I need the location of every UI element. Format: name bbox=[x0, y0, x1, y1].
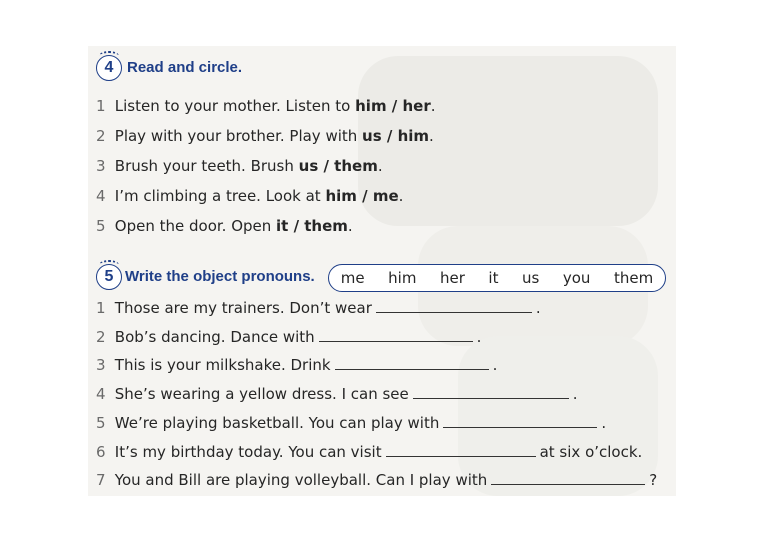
item-number: 1 bbox=[96, 299, 106, 317]
exercise-number-badge: 5 bbox=[96, 264, 122, 290]
word-bank-item: us bbox=[522, 269, 540, 287]
item-number: 5 bbox=[96, 414, 106, 432]
exercise-heading: Read and circle. bbox=[127, 59, 243, 76]
exercise-item bbox=[96, 414, 606, 432]
item-text: This is your milkshake. Drink bbox=[114, 356, 331, 374]
item-text: Brush your teeth. Brush bbox=[114, 157, 299, 175]
item-number: 1 bbox=[96, 97, 106, 115]
item-text: Those are my trainers. Don’t wear bbox=[114, 299, 372, 317]
exercise-heading: Write the object pronouns. bbox=[125, 268, 315, 285]
answer-blank[interactable] bbox=[376, 311, 532, 313]
exercise-item bbox=[96, 443, 642, 461]
answer-blank[interactable] bbox=[386, 455, 536, 457]
item-number: 2 bbox=[96, 127, 106, 145]
exercise-item bbox=[96, 328, 481, 346]
item-text: You and Bill are playing volleyball. Can I play with bbox=[114, 471, 488, 489]
item-end: at six o’clock. bbox=[539, 443, 643, 461]
exercise-item bbox=[96, 97, 436, 115]
answer-blank[interactable] bbox=[413, 397, 569, 399]
exercise-item bbox=[96, 356, 497, 374]
item-end: ? bbox=[649, 471, 658, 489]
word-bank-item: him bbox=[388, 269, 417, 287]
exercise-item bbox=[96, 385, 578, 403]
item-text: It’s my birthday today. You can visit bbox=[114, 443, 382, 461]
item-text: Listen to your mother. Listen to bbox=[114, 97, 356, 115]
circle-choice[interactable]: us / him bbox=[362, 127, 430, 145]
item-number: 6 bbox=[96, 443, 106, 461]
exercise-number-badge: 4 bbox=[96, 55, 122, 81]
exercise-item bbox=[96, 299, 541, 317]
word-bank-item: you bbox=[562, 269, 591, 287]
item-end: . bbox=[430, 97, 436, 115]
item-number: 3 bbox=[96, 157, 106, 175]
item-end: . bbox=[601, 414, 607, 432]
item-number: 2 bbox=[96, 328, 106, 346]
circle-choice[interactable]: him / me bbox=[325, 187, 399, 205]
item-text: She’s wearing a yellow dress. I can see bbox=[114, 385, 409, 403]
item-end: . bbox=[492, 356, 498, 374]
circle-choice[interactable]: him / her bbox=[355, 97, 431, 115]
word-bank-item: it bbox=[488, 269, 499, 287]
exercise-item bbox=[96, 127, 434, 145]
item-end: . bbox=[535, 299, 541, 317]
item-text: Bob’s dancing. Dance with bbox=[114, 328, 315, 346]
answer-blank[interactable] bbox=[335, 368, 489, 370]
exercise-item bbox=[96, 471, 657, 489]
item-end: . bbox=[476, 328, 482, 346]
item-end: . bbox=[429, 127, 434, 145]
circle-choice[interactable]: it / them bbox=[276, 217, 348, 235]
answer-blank[interactable] bbox=[319, 340, 473, 342]
item-end: . bbox=[347, 217, 353, 235]
circle-choice[interactable]: us / them bbox=[298, 157, 378, 175]
item-text: I’m climbing a tree. Look at bbox=[114, 187, 326, 205]
exercise-item bbox=[96, 157, 383, 175]
item-end: . bbox=[572, 385, 578, 403]
word-bank-item: me bbox=[340, 269, 365, 287]
item-end: . bbox=[377, 157, 383, 175]
item-number: 4 bbox=[96, 385, 106, 403]
item-text: Open the door. Open bbox=[114, 217, 277, 235]
answer-blank[interactable] bbox=[443, 426, 597, 428]
word-bank-item: them bbox=[613, 269, 654, 287]
word-bank-item: her bbox=[439, 269, 465, 287]
item-number: 5 bbox=[96, 217, 106, 235]
word-bank bbox=[328, 264, 666, 292]
exercise-item bbox=[96, 187, 403, 205]
item-text: We’re playing basketball. You can play with bbox=[114, 414, 440, 432]
item-number: 3 bbox=[96, 356, 106, 374]
item-end: . bbox=[398, 187, 404, 205]
item-text: Play with your brother. Play with bbox=[114, 127, 363, 145]
exercise-item bbox=[96, 217, 353, 235]
workbook-page bbox=[88, 46, 676, 496]
item-number: 7 bbox=[96, 471, 106, 489]
answer-blank[interactable] bbox=[491, 483, 645, 485]
item-number: 4 bbox=[96, 187, 106, 205]
